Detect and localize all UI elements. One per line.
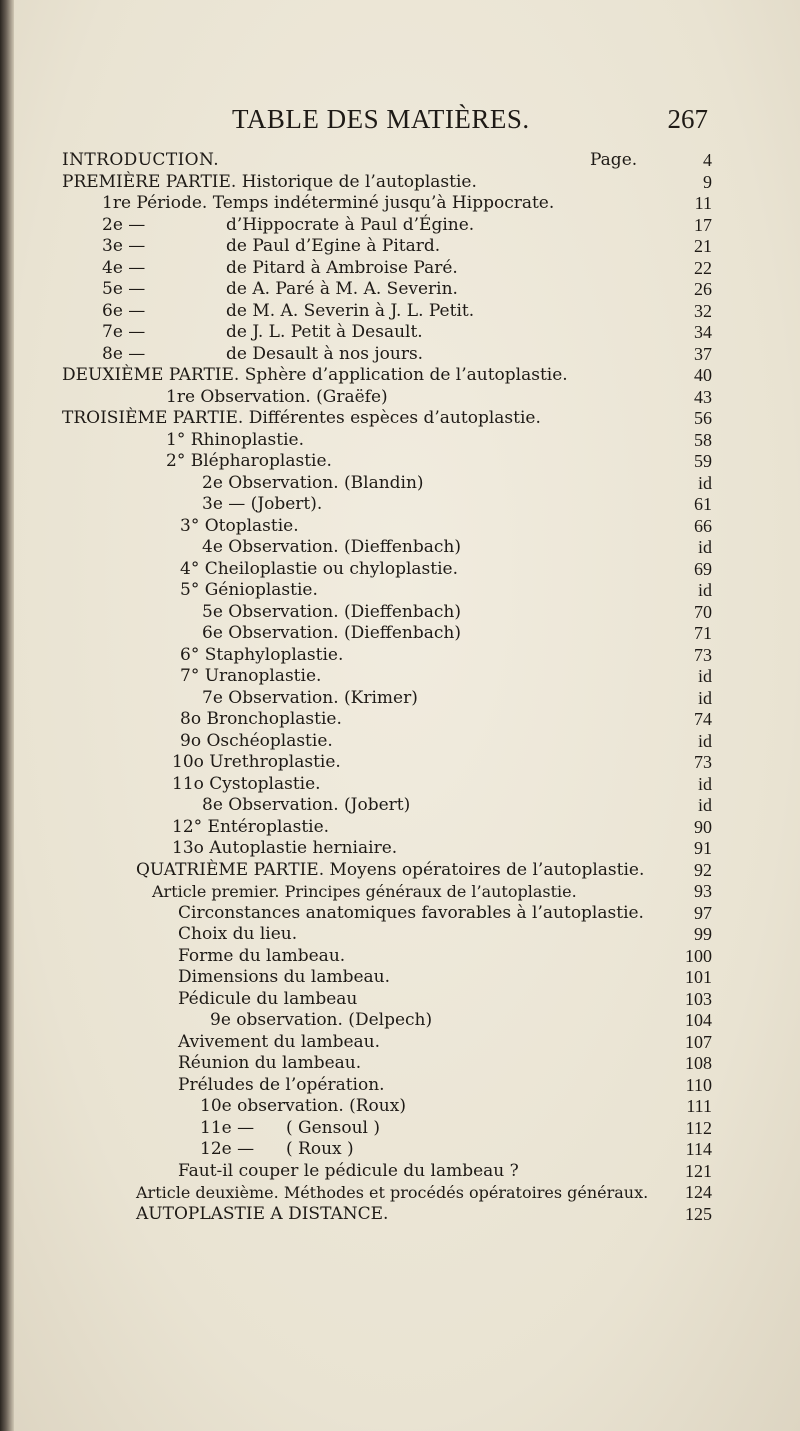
toc-entry	[0, 1139, 800, 1161]
toc-entry-page: 121	[685, 1160, 712, 1181]
toc-entry-label: Circonstances anatomiques favorables à l’autoplastie.	[178, 902, 644, 923]
toc-entry	[0, 989, 800, 1011]
page-header	[0, 104, 800, 144]
toc-entry	[0, 172, 800, 194]
toc-entry-label: 4e Observation. (Dieffenbach)	[202, 537, 461, 557]
toc-entry	[0, 1053, 800, 1075]
toc-entry-page: 103	[685, 988, 712, 1009]
toc-entry-label: Article deuxième. Méthodes et procédés opératoires généraux.	[136, 1183, 649, 1202]
toc-entry-page: 37	[694, 343, 712, 364]
toc-entry	[0, 430, 800, 452]
toc-entry-label: 5° Génioplastie.	[180, 580, 318, 600]
table-of-contents	[0, 150, 800, 1225]
toc-entry-page: 71	[694, 623, 712, 643]
toc-entry-label: 13o Autoplastie herniaire.	[172, 838, 398, 858]
toc-entry	[0, 473, 800, 495]
toc-entry	[0, 1204, 800, 1226]
toc-entry	[0, 709, 800, 731]
toc-entry	[0, 666, 800, 688]
toc-entry-label: Avivement du lambeau.	[178, 1031, 381, 1052]
toc-entry-label: 8e —	[102, 343, 146, 364]
toc-entry-page: 61	[694, 494, 712, 514]
toc-entry-page: 97	[694, 902, 712, 923]
toc-entry-label: 1re Période. Temps indéterminé jusqu’à Hippocrate.	[102, 193, 555, 213]
toc-entry-label: INTRODUCTION.	[62, 150, 220, 170]
toc-entry-page: 43	[694, 386, 712, 407]
toc-entry-page: 108	[685, 1053, 712, 1073]
toc-entry-label: 9e observation. (Delpech)	[210, 1010, 433, 1030]
toc-entry-label: 12e —	[200, 1139, 255, 1159]
toc-entry	[0, 408, 800, 430]
toc-entry-page: 90	[694, 816, 712, 837]
toc-entry	[0, 774, 800, 796]
toc-entry-label: DEUXIÈME PARTIE. Sphère d’application de l’autoplastie.	[62, 365, 568, 385]
toc-entry-label: 11e —	[200, 1117, 255, 1138]
toc-entry	[0, 322, 800, 344]
toc-entry	[0, 602, 800, 624]
toc-entry-page: 125	[685, 1203, 712, 1224]
toc-entry-label: Faut-il couper le pédicule du lambeau ?	[178, 1160, 519, 1181]
toc-entry-label: 12° Entéroplastie.	[172, 816, 330, 837]
toc-entry	[0, 344, 800, 366]
toc-entry-page: 69	[694, 558, 712, 579]
toc-entry	[0, 236, 800, 258]
toc-entry-label: TROISIÈME PARTIE. Différentes espèces d’autoplastie.	[62, 408, 541, 428]
toc-entry	[0, 903, 800, 925]
toc-entry-page: 91	[694, 838, 712, 858]
toc-entry-label: 3e —	[102, 236, 146, 256]
toc-entry	[0, 1161, 800, 1183]
toc-entry-label: 9o Oschéoplastie.	[180, 730, 333, 751]
toc-entry-label: Préludes de l’opération.	[178, 1074, 385, 1095]
page-title: TABLE DES MATIÈRES.	[232, 104, 530, 134]
toc-entry-label: PREMIÈRE PARTIE. Historique de l’autoplastie.	[62, 171, 477, 192]
toc-entry-label: 11o Cystoplastie.	[172, 773, 321, 794]
toc-entry-page: id	[697, 580, 712, 600]
toc-entry-page: id	[697, 773, 712, 794]
toc-entry-label: 10e observation. (Roux)	[200, 1096, 406, 1116]
toc-entry	[0, 1096, 800, 1118]
toc-entry-page: 22	[694, 257, 712, 278]
toc-entry-page: id	[697, 730, 712, 751]
toc-entry-page: 73	[694, 752, 712, 772]
toc-entry-label: 2e —	[102, 214, 146, 235]
toc-entry-label: 8o Bronchoplastie.	[180, 709, 342, 729]
toc-entry-page: 66	[694, 515, 712, 536]
toc-entry-detail: de Paul d’Egine à Pitard.	[226, 236, 441, 256]
toc-entry-page: 59	[694, 451, 712, 471]
toc-entry-detail: de A. Paré à M. A. Severin.	[226, 279, 458, 299]
toc-entry	[0, 1032, 800, 1054]
toc-entry-page: id	[697, 472, 712, 493]
toc-entry	[0, 494, 800, 516]
toc-entry-page: id	[697, 795, 712, 815]
toc-entry-label: 5e Observation. (Dieffenbach)	[202, 601, 461, 622]
toc-entry	[0, 301, 800, 323]
toc-entry-page: 34	[694, 322, 712, 342]
toc-entry-page: 99	[694, 924, 712, 944]
toc-entry-page: id	[697, 687, 712, 708]
toc-entry	[0, 516, 800, 538]
toc-entry	[0, 838, 800, 860]
toc-entry-page: 21	[694, 236, 712, 256]
toc-entry-detail: de M. A. Severin à J. L. Petit.	[226, 300, 475, 321]
toc-entry	[0, 1118, 800, 1140]
toc-entry	[0, 731, 800, 753]
toc-entry-label: 1re Observation. (Graëfe)	[166, 386, 388, 407]
toc-entry-label: 7° Uranoplastie.	[180, 666, 322, 686]
toc-entry-page: 58	[694, 429, 712, 450]
toc-entry	[0, 752, 800, 774]
toc-entry-page: 17	[694, 214, 712, 235]
toc-entry-label: QUATRIÈME PARTIE. Moyens opératoires de l’autoplastie.	[136, 859, 645, 880]
toc-entry	[0, 150, 800, 172]
toc-entry	[0, 1010, 800, 1032]
toc-entry-label: Réunion du lambeau.	[178, 1053, 362, 1073]
toc-entry-label: Pédicule du lambeau	[178, 988, 358, 1009]
toc-entry	[0, 795, 800, 817]
toc-entry-page: 100	[685, 945, 712, 966]
toc-entry-page: 124	[685, 1182, 712, 1202]
toc-entry-page: 32	[694, 300, 712, 321]
toc-entry-page: 107	[685, 1031, 712, 1052]
toc-entry	[0, 580, 800, 602]
toc-entry-label: 2° Blépharoplastie.	[166, 451, 332, 471]
toc-entry	[0, 1075, 800, 1097]
toc-entry-label: 1° Rhinoplastie.	[166, 429, 305, 450]
toc-entry-label: Choix du lieu.	[178, 924, 298, 944]
toc-entry-page: 56	[694, 408, 712, 428]
toc-entry-detail: Page.	[590, 150, 638, 170]
toc-entry-label: Article premier. Principes généraux de l’autoplastie.	[152, 882, 577, 901]
toc-entry-detail: de Desault à nos jours.	[226, 343, 424, 364]
toc-entry-label: 6e Observation. (Dieffenbach)	[202, 623, 461, 643]
toc-entry-label: 4e —	[102, 257, 146, 278]
toc-entry-label: 6e —	[102, 300, 146, 321]
toc-entry-label: 3° Otoplastie.	[180, 515, 299, 536]
toc-entry-page: id	[697, 537, 712, 557]
toc-entry	[0, 365, 800, 387]
toc-entry-page: 26	[694, 279, 712, 299]
toc-entry-page: 112	[685, 1117, 712, 1138]
toc-entry-page: 101	[685, 967, 712, 987]
toc-entry	[0, 451, 800, 473]
toc-entry-detail: de J. L. Petit à Desault.	[226, 322, 423, 342]
toc-entry	[0, 946, 800, 968]
toc-entry-label: 10o Urethroplastie.	[172, 752, 341, 772]
toc-entry-page: 11	[694, 193, 712, 213]
toc-entry-page: 93	[694, 881, 712, 901]
toc-entry-page: 73	[694, 644, 712, 665]
page-number: 267	[667, 104, 708, 134]
toc-entry	[0, 967, 800, 989]
toc-entry	[0, 645, 800, 667]
toc-entry	[0, 860, 800, 882]
toc-entry	[0, 559, 800, 581]
toc-entry-detail: ( Roux )	[286, 1139, 354, 1159]
toc-entry-label: AUTOPLASTIE A DISTANCE.	[136, 1203, 389, 1224]
toc-entry-page: 110	[685, 1074, 712, 1095]
toc-entry-label: 8e Observation. (Jobert)	[202, 795, 411, 815]
toc-entry-page: 40	[694, 365, 712, 385]
toc-entry-page: 92	[694, 859, 712, 880]
toc-entry	[0, 924, 800, 946]
toc-entry	[0, 279, 800, 301]
toc-entry	[0, 688, 800, 710]
toc-entry-detail: de Pitard à Ambroise Paré.	[226, 257, 458, 278]
toc-entry	[0, 817, 800, 839]
toc-entry-label: 6° Staphyloplastie.	[180, 644, 344, 665]
toc-entry-label: 3e — (Jobert).	[202, 494, 323, 514]
toc-entry-page: 104	[685, 1010, 712, 1030]
toc-entry	[0, 537, 800, 559]
toc-entry	[0, 258, 800, 280]
toc-entry-label: 2e Observation. (Blandin)	[202, 472, 424, 493]
toc-entry-label: 7e —	[102, 322, 146, 342]
toc-entry-label: 7e Observation. (Krimer)	[202, 687, 418, 708]
toc-entry	[0, 623, 800, 645]
toc-entry	[0, 215, 800, 237]
toc-entry-detail: d’Hippocrate à Paul d’Égine.	[226, 214, 475, 235]
toc-entry-page: 114	[685, 1139, 712, 1159]
toc-entry-label: Forme du lambeau.	[178, 945, 346, 966]
toc-entry-label: 5e —	[102, 279, 146, 299]
toc-entry-page: 4	[703, 150, 712, 170]
toc-entry-page: 74	[694, 709, 712, 729]
toc-entry	[0, 193, 800, 215]
toc-entry-page: 111	[686, 1096, 712, 1116]
toc-entry-page: 70	[694, 601, 712, 622]
toc-entry-label: Dimensions du lambeau.	[178, 967, 391, 987]
toc-entry-page: id	[697, 666, 712, 686]
toc-entry	[0, 387, 800, 409]
toc-entry-label: 4° Cheiloplastie ou chyloplastie.	[180, 558, 459, 579]
toc-entry	[0, 1182, 800, 1204]
toc-entry-page: 9	[703, 171, 712, 192]
toc-entry	[0, 881, 800, 903]
toc-entry-detail: ( Gensoul )	[286, 1117, 381, 1138]
